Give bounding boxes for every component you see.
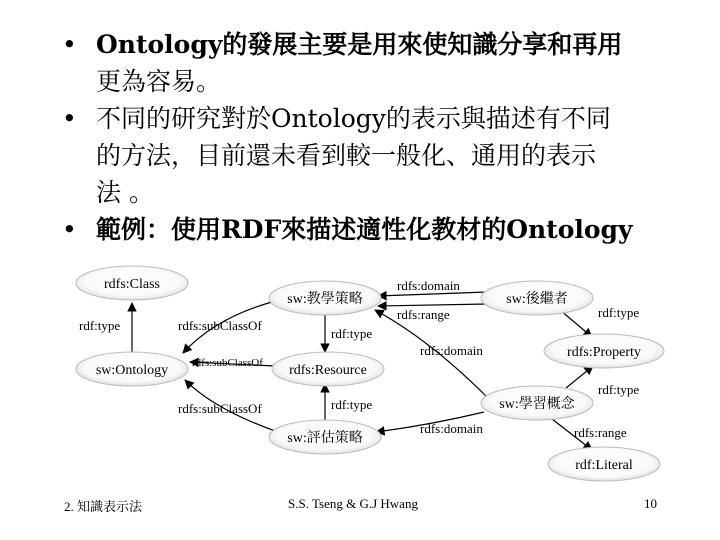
- node-sw-ontology: [76, 352, 188, 386]
- edge-concept-property: [566, 366, 593, 388]
- bullet-3-line-1: 範例：使用RDF來描述適性化教材的Ontology: [96, 215, 633, 244]
- node-label: rdfs:Class: [104, 277, 160, 292]
- bullet-2-line-2: 的方法，目前還未看到較一般化、通用的表示: [96, 141, 597, 170]
- bullet-1-line-2: 更為容易。: [96, 67, 222, 96]
- node-sw-evaluation: [269, 420, 381, 454]
- bullet-marker: •: [62, 215, 77, 244]
- node-rdfs-property: [544, 334, 664, 368]
- label-evaluation-resource-type: rdf:type: [331, 397, 373, 412]
- node-sw-teaching: [269, 281, 381, 315]
- diagram-nodes: [76, 266, 664, 481]
- label-concept-domain-resource: rdfs:domain: [420, 343, 483, 358]
- label-successor-range: rdfs:range: [397, 307, 450, 322]
- node-rdfs-resource: [272, 352, 384, 386]
- bullet-2: [62, 100, 682, 211]
- node-sw-concept: [481, 386, 593, 420]
- node-label: rdfs:Resource: [289, 363, 367, 378]
- label-successor-domain: rdfs:domain: [397, 278, 460, 293]
- edge-successor-property: [560, 310, 592, 337]
- label-teaching-resource-type: rdf:type: [331, 326, 373, 341]
- label-concept-range: rdfs:range: [574, 425, 627, 440]
- label-resource-subclass: rdfs:subClassOf: [192, 357, 263, 369]
- bullet-1-line-1: Ontology的發展主要是用來使知識分享和再用: [96, 30, 623, 59]
- label-successor-type: rdf:type: [598, 305, 640, 320]
- label-concept-type: rdf:type: [598, 382, 640, 397]
- node-label: sw:學習概念: [499, 397, 575, 412]
- bullet-2-line-1: 不同的研究對於Ontology的表示與描述有不同: [96, 104, 611, 133]
- node-rdfs-class: [76, 266, 188, 300]
- node-label: rdf:Literal: [575, 458, 633, 473]
- bullet-2-line-3: 法 。: [96, 178, 154, 207]
- label-concept-domain-eval: rdfs:domain: [420, 421, 483, 436]
- label-evaluation-subclass: rdfs:subClassOf: [178, 401, 262, 416]
- bullet-3: [62, 211, 682, 248]
- node-label: rdfs:Property: [567, 345, 641, 360]
- node-rdf-literal: [548, 447, 660, 481]
- label-ontology-class-type: rdf:type: [79, 318, 121, 333]
- footer-section-title: 2. 知識表示法: [64, 499, 143, 514]
- node-label: sw:後繼者: [506, 292, 568, 307]
- label-teaching-subclass: rdfs:subClassOf: [178, 318, 262, 333]
- bullet-marker: •: [62, 104, 77, 133]
- bullet-list: [62, 26, 682, 248]
- edge-successor-teaching-range: [378, 304, 487, 306]
- bullet-1: [62, 26, 682, 100]
- node-label: sw:Ontology: [95, 363, 169, 378]
- footer-page-number: 10: [644, 496, 657, 511]
- rdf-ontology-diagram: [0, 258, 720, 494]
- node-sw-successor: [481, 281, 593, 315]
- node-label: sw:教學策略: [287, 292, 363, 307]
- node-label: sw:評估策略: [287, 431, 363, 446]
- bullet-marker: •: [62, 30, 77, 59]
- footer-authors: S.S. Tseng & G.J Hwang: [288, 496, 418, 511]
